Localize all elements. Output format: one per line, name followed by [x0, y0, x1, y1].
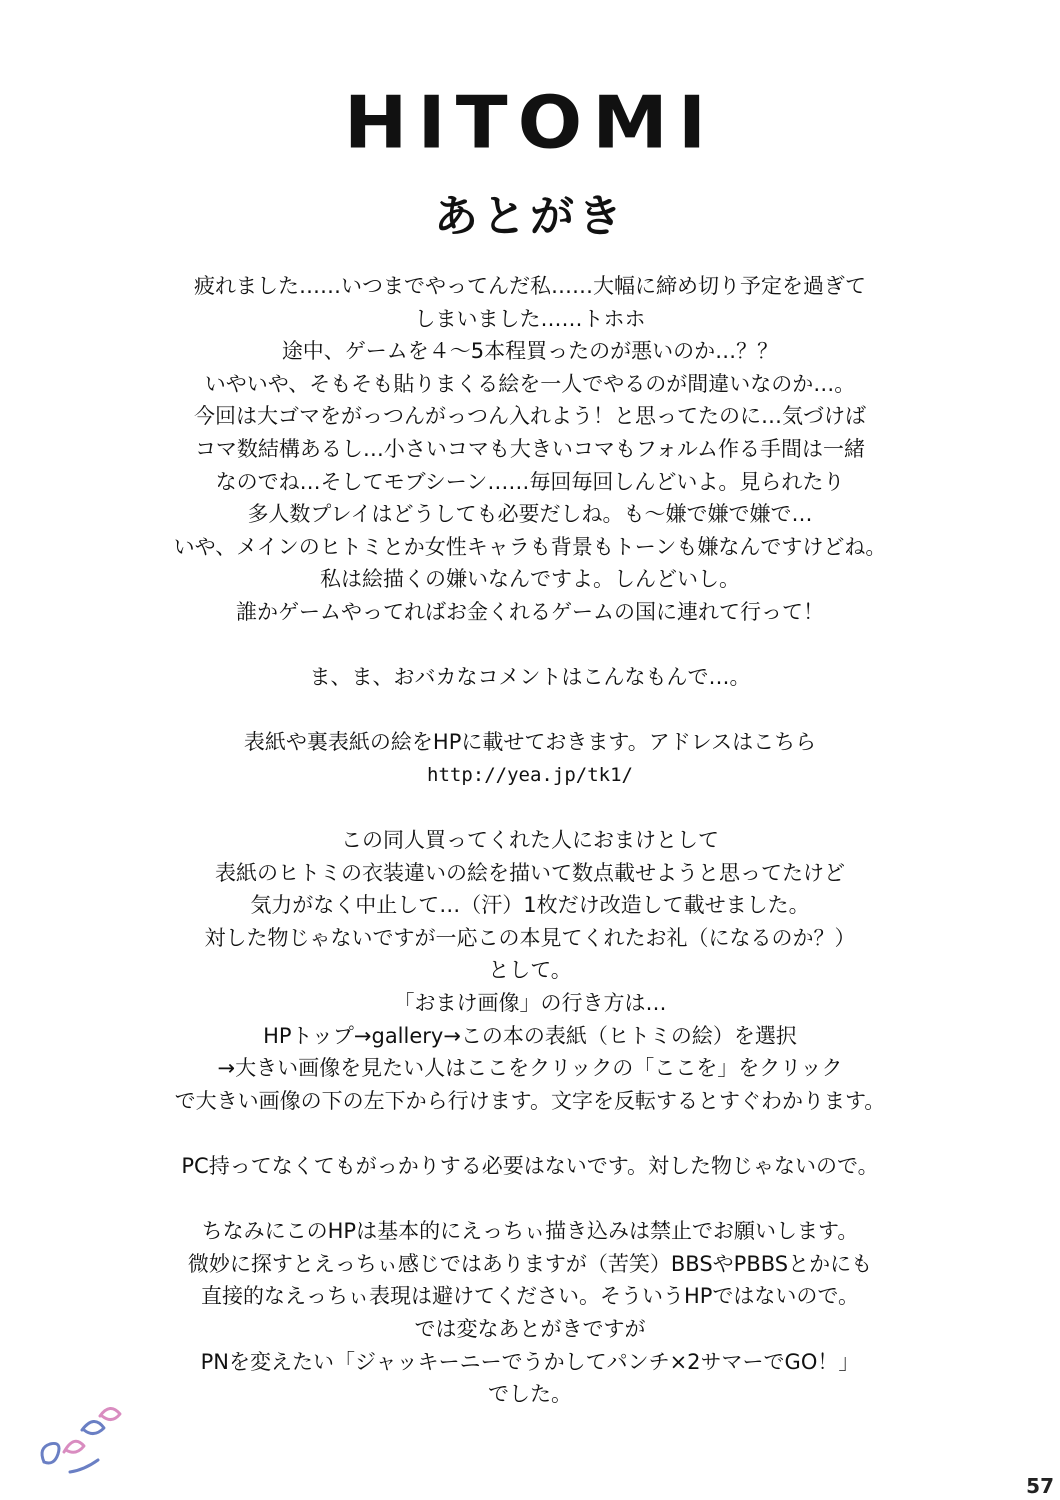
text-line: ちなみにこのHPは基本的にえっちぃ描き込みは禁止でお願いします。: [201, 1219, 859, 1244]
page-number: 57: [1026, 1474, 1054, 1498]
text-line: で大きい画像の下の左下から行けます。文字を反転するとすぐわかります。: [174, 1088, 886, 1113]
text-line: 「おまけ画像」の行き方は…: [393, 991, 667, 1016]
paragraph-gap: [60, 694, 1000, 727]
text-line: 気力がなく中止して…（汗）1枚だけ改造して載せました。: [250, 893, 810, 918]
text-line: しまいました……トホホ: [414, 306, 646, 331]
paragraph-gap: [60, 792, 1000, 825]
text-line: 私は絵描くの嫌いなんですよ。しんどいし。: [320, 567, 740, 592]
text-line: 途中、ゲームを４～5本程買ったのが悪いのか…？？: [281, 339, 779, 364]
text-line: 微妙に探すとえっちぃ感じではありますが（苦笑）BBSやPBBSとかにも: [187, 1251, 873, 1276]
paragraph-gap: [60, 1117, 1000, 1150]
text-line: でした。: [488, 1382, 572, 1407]
text-line: 今回は大ゴマをがっつんがっつん入れよう！と思ってたのに…気づけば: [194, 404, 866, 429]
text-line: では変なあとがきですが: [414, 1317, 646, 1341]
text-line: いやいや、そもそも貼りまくる絵を一人でやるのが間違いなのか…。: [204, 371, 856, 396]
paragraph-gap: [60, 1183, 1000, 1216]
page-title: HITOMI: [343, 80, 717, 165]
page-subtitle: あとがき: [434, 191, 626, 242]
text-line: この同人買ってくれた人におまけとして: [341, 828, 719, 853]
afterword-body: [60, 270, 1000, 1411]
text-line: 直接的なえっちぃ表現は避けてください。そういうHPではないので。: [200, 1284, 860, 1309]
text-line: なのでね…そしてモブシーン……毎回毎回しんどいよ。見られたり: [215, 469, 845, 494]
text-line: 多人数プレイはどうしても必要だしね。も～嫌で嫌で嫌で…: [247, 502, 813, 527]
text-line: 疲れました……いつまでやってんだ私……大幅に締め切り予定を過ぎて: [194, 274, 866, 298]
text-line: HPトップ→gallery→この本の表紙（ヒトミの絵）を選択: [263, 1023, 797, 1048]
text-line: コマ数結構あるし…小さいコマも大きいコマもフォルム作る手間は一緒: [194, 436, 866, 461]
website-url: http://yea.jp/tk1/: [427, 763, 633, 786]
text-line: ま、ま、おバカなコメントはこんなもんで…。: [309, 665, 751, 690]
text-line: いや、メインのヒトミとか女性キャラも背景もトーンも嫌なんですけどね。: [173, 534, 887, 559]
paragraph-gap: [60, 629, 1000, 662]
text-line: として。: [488, 958, 572, 983]
text-line: PC持ってなくてもがっかりする必要はないです。対した物じゃないので。: [181, 1154, 879, 1179]
text-line: →大きい画像を見たい人はここをクリックの「ここを」をクリック: [217, 1056, 843, 1081]
text-line: 表紙のヒトミの衣装違いの絵を描いて数点載せようと思ってたけど: [215, 860, 845, 885]
text-line: 誰かゲームやってればお金くれるゲームの国に連れて行って！: [236, 599, 824, 624]
scanner-watermark-logo: [30, 1390, 150, 1480]
text-line: 対した物じゃないですが一応この本見てくれたお礼（になるのか？）: [204, 925, 856, 950]
text-line: PNを変えたい「ジャッキーニーでうかしてパンチ×2サマーでGO！」: [200, 1349, 860, 1374]
text-line: 表紙や裏表紙の絵をHPに載せておきます。アドレスはこちら: [243, 730, 817, 755]
